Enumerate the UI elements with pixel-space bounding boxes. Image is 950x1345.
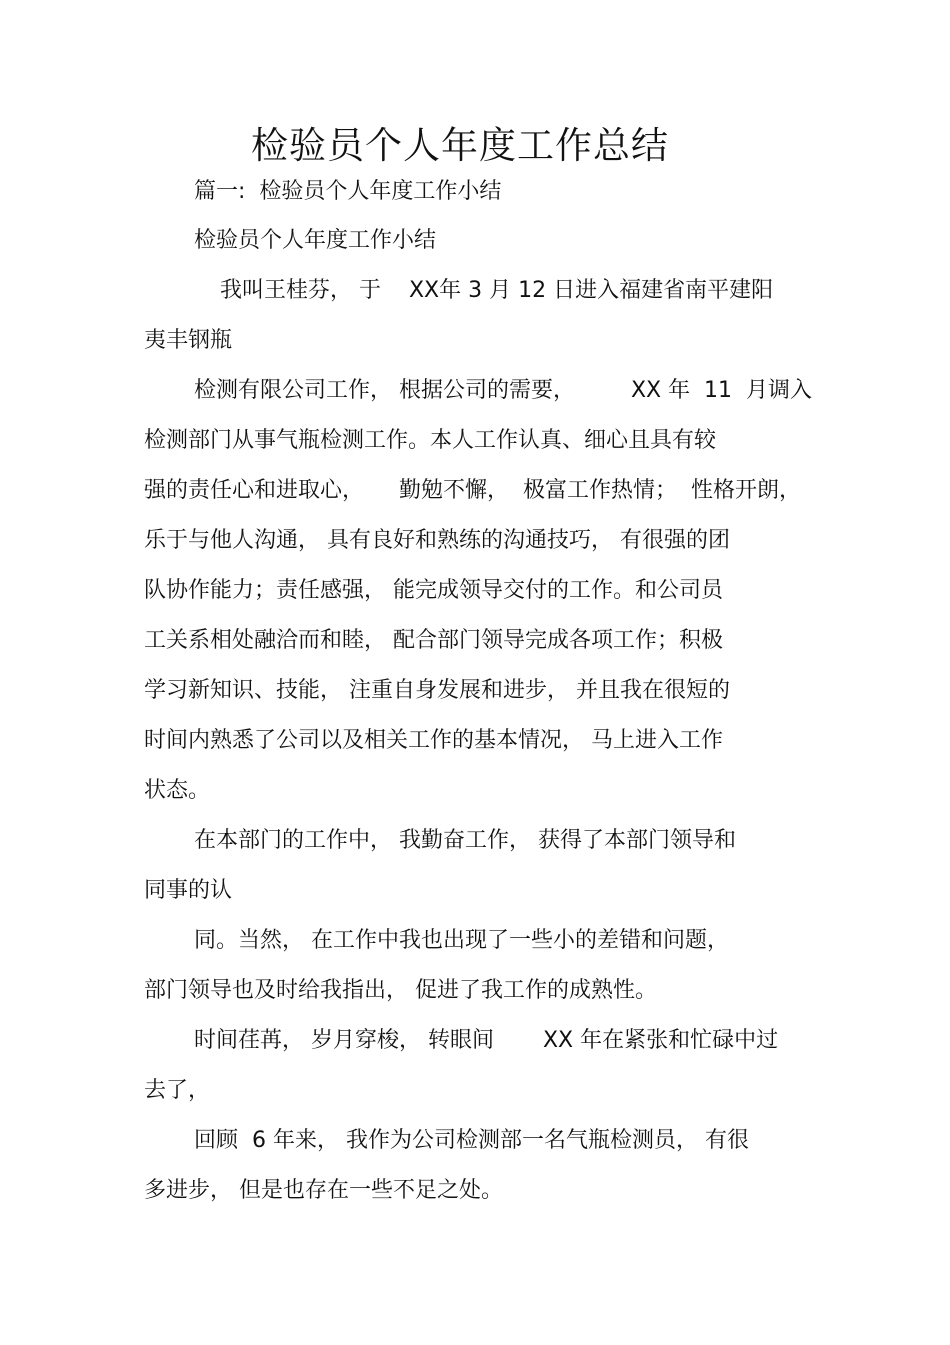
text-line: 回顾 6 年来， 我作为公司检测部一名气瓶检测员， 有很 xyxy=(194,1128,749,1153)
text-line: 时间荏苒， 岁月穿梭， 转眼间 XX 年在紧张和忙碌中过 xyxy=(194,1028,779,1053)
text-line: 检测有限公司工作， 根据公司的需要， XX 年 11 月调入 xyxy=(194,378,813,403)
text-line: 同。当然， 在工作中我也出现了一些小的差错和问题， xyxy=(194,928,729,953)
document-title: 检验员个人年度工作总结 xyxy=(251,124,669,167)
text-line: 乐于与他人沟通， 具有良好和熟练的沟通技巧， 有很强的团 xyxy=(144,528,730,553)
text-line: 去了， xyxy=(144,1078,211,1103)
text-line: 队协作能力；责任感强， 能完成领导交付的工作。和公司员 xyxy=(144,578,723,603)
text-line: 检测部门从事气瓶检测工作。本人工作认真、细心且具有较 xyxy=(144,428,717,453)
text-line: 我叫王桂芬， 于 XX年 3 月 12 日进入福建省南平建阳 xyxy=(220,278,774,303)
text-line: 时间内熟悉了公司以及相关工作的基本情况， 马上进入工作 xyxy=(144,728,723,753)
text-line: 篇一: 检验员个人年度工作小结 xyxy=(194,179,502,204)
text-line: 部门领导也及时给我指出， 促进了我工作的成熟性。 xyxy=(144,978,657,1003)
text-line: 强的责任心和进取心， 勤勉不懈， 极富工作热情； 性格开朗， xyxy=(144,478,801,503)
text-line: 在本部门的工作中， 我勤奋工作， 获得了本部门领导和 xyxy=(194,828,736,853)
text-line: 检验员个人年度工作小结 xyxy=(194,228,437,253)
text-line: 学习新知识、技能， 注重自身发展和进步， 并且我在很短的 xyxy=(144,678,730,703)
text-line: 状态。 xyxy=(144,778,211,803)
text-line: 多进步， 但是也存在一些不足之处。 xyxy=(144,1178,503,1203)
text-line: 工关系相处融洽而和睦， 配合部门领导完成各项工作；积极 xyxy=(144,628,723,653)
text-line: 同事的认 xyxy=(144,878,233,903)
text-line: 夷丰钢瓶 xyxy=(144,328,233,353)
